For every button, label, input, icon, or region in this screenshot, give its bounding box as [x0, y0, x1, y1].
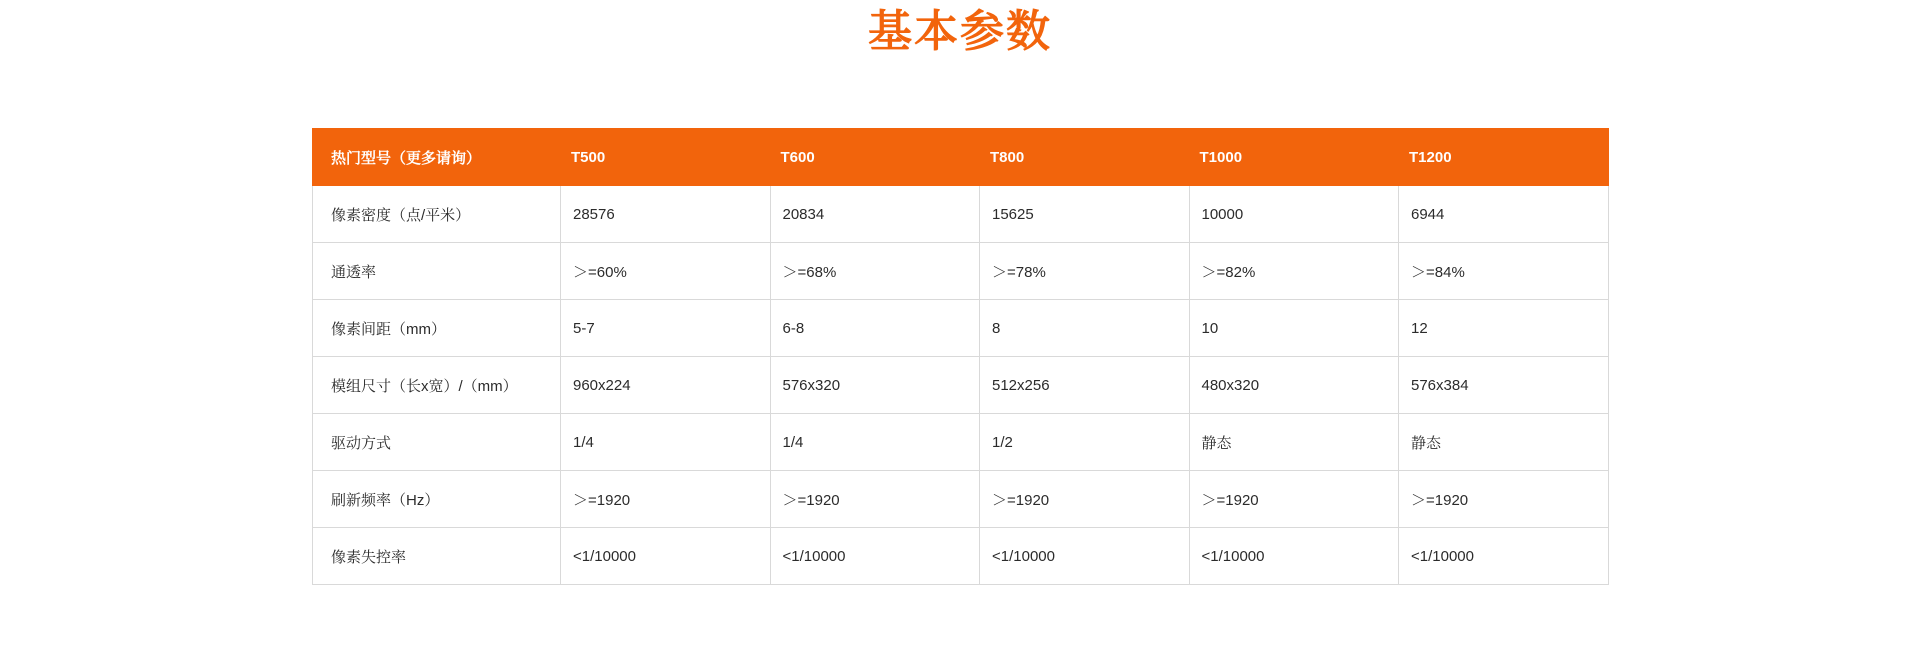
cell-value: ＞=68% — [770, 243, 980, 300]
cell-value: 10000 — [1189, 186, 1399, 243]
cell-value: ＞=1920 — [770, 471, 980, 528]
cell-value: 15625 — [980, 186, 1190, 243]
cell-value: <1/10000 — [1189, 528, 1399, 585]
cell-value: 1/4 — [770, 414, 980, 471]
cell-value: ＞=84% — [1399, 243, 1609, 300]
row-label: 像素失控率 — [313, 528, 561, 585]
cell-value: ＞=78% — [980, 243, 1190, 300]
row-label: 模组尺寸（长x宽）/（mm） — [313, 357, 561, 414]
cell-value: ＞=82% — [1189, 243, 1399, 300]
cell-value: <1/10000 — [980, 528, 1190, 585]
cell-value: 10 — [1189, 300, 1399, 357]
table-header — [313, 129, 1609, 186]
header-cell-t500: T500 — [561, 129, 771, 186]
table-row — [313, 300, 1609, 357]
cell-value: ＞=1920 — [980, 471, 1190, 528]
cell-value: ＞=1920 — [1189, 471, 1399, 528]
cell-value: 1/4 — [561, 414, 771, 471]
header-row — [313, 129, 1609, 186]
cell-value: <1/10000 — [1399, 528, 1609, 585]
table-body — [313, 186, 1609, 585]
cell-value: 静态 — [1189, 414, 1399, 471]
cell-value: <1/10000 — [561, 528, 771, 585]
cell-value: 960x224 — [561, 357, 771, 414]
row-label: 通透率 — [313, 243, 561, 300]
cell-value: 1/2 — [980, 414, 1190, 471]
header-cell-model: 热门型号（更多请询） — [313, 129, 561, 186]
header-cell-t1200: T1200 — [1399, 129, 1609, 186]
cell-value: ＞=1920 — [561, 471, 771, 528]
table-row — [313, 528, 1609, 585]
row-label: 像素密度（点/平米） — [313, 186, 561, 243]
header-cell-t800: T800 — [980, 129, 1190, 186]
cell-value: 8 — [980, 300, 1190, 357]
table-row — [313, 243, 1609, 300]
row-label: 驱动方式 — [313, 414, 561, 471]
table-row — [313, 414, 1609, 471]
spec-table-container — [312, 128, 1608, 585]
cell-value: 20834 — [770, 186, 980, 243]
header-cell-t600: T600 — [770, 129, 980, 186]
row-label: 像素间距（mm） — [313, 300, 561, 357]
spec-table — [312, 128, 1609, 585]
page-title: 基本参数 — [868, 7, 1052, 56]
cell-value: 28576 — [561, 186, 771, 243]
cell-value: 480x320 — [1189, 357, 1399, 414]
table-row — [313, 357, 1609, 414]
cell-value: 6944 — [1399, 186, 1609, 243]
cell-value: 512x256 — [980, 357, 1190, 414]
cell-value: <1/10000 — [770, 528, 980, 585]
header-cell-t1000: T1000 — [1189, 129, 1399, 186]
table-row — [313, 186, 1609, 243]
cell-value: 6-8 — [770, 300, 980, 357]
cell-value: 12 — [1399, 300, 1609, 357]
cell-value: ＞=1920 — [1399, 471, 1609, 528]
row-label: 刷新频率（Hz） — [313, 471, 561, 528]
cell-value: ＞=60% — [561, 243, 771, 300]
cell-value: 5-7 — [561, 300, 771, 357]
cell-value: 576x384 — [1399, 357, 1609, 414]
cell-value: 576x320 — [770, 357, 980, 414]
cell-value: 静态 — [1399, 414, 1609, 471]
table-row — [313, 471, 1609, 528]
